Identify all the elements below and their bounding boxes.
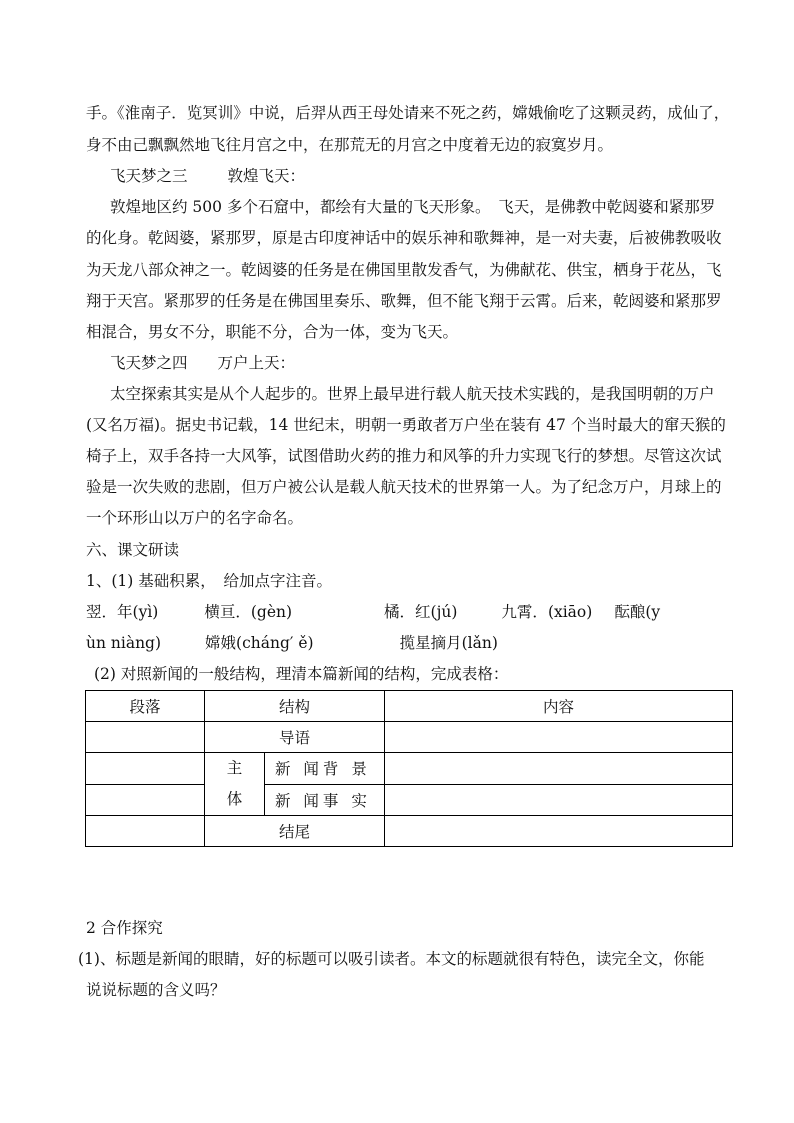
heading-title: 敦煌飞天：: [227, 167, 306, 185]
header-cell: 内容: [385, 691, 733, 722]
section-heading: [110, 166, 305, 186]
answer-cell[interactable]: [86, 784, 205, 816]
table-row: [86, 691, 733, 722]
pinyin-item: 九霄．(xiāo): [501, 603, 593, 621]
body-label: 体: [226, 790, 243, 808]
pinyin-item: 橘．红(jú): [384, 603, 458, 621]
answer-cell[interactable]: [86, 816, 205, 847]
text-line: 相混合，男女不分，职能不分，合为一体，变为飞天。: [86, 323, 459, 341]
structure-table: [85, 690, 733, 847]
header-cell: 结构: [205, 691, 385, 722]
heading-title: 万户上天：: [217, 354, 296, 372]
question: 1、(1) 基础积累， 给加点字注音。: [86, 572, 332, 590]
answer-cell[interactable]: [86, 722, 205, 753]
pinyin-item: 酝酿(y: [614, 603, 661, 621]
question: (2) 对照新闻的一般结构，理清本篇新闻的结构，完成表格：: [94, 665, 509, 683]
text-line: 的化身。乾闼婆，紧那罗，原是古印度神话中的娱乐神和歌舞神，是一对夫妻，后被佛教吸收: [86, 229, 722, 247]
table-cell: 新 闻事 实: [265, 784, 385, 816]
section-title: 2 合作探究: [86, 919, 163, 937]
table-cell: 新 闻背 景: [265, 753, 385, 785]
pinyin-item: 嫦娥(cháng′ ě): [205, 634, 314, 652]
pinyin-item: 揽星摘月(lǎn): [399, 634, 498, 652]
text-line: 验是一次失败的悲剧，但万户被公认是载人航天技术的世界第一人。为了纪念万户，月球上的: [86, 478, 722, 496]
pinyin-line: [86, 602, 660, 622]
text-line: (又名万福)。据史书记载，14 世纪末，明朝一勇敢者万户坐在装有 47 个当时最大的窜天猴的: [86, 416, 726, 434]
table-row: [86, 784, 733, 816]
answer-cell[interactable]: [86, 753, 205, 785]
text-line: 身不由己飘飘然地飞往月宫之中，在那荒无的月宫之中度着无边的寂寞岁月。: [86, 136, 614, 154]
answer-cell[interactable]: [385, 722, 733, 753]
question: 说说标题的含义吗？: [86, 981, 226, 999]
text-line: 翔于天宫。紧那罗的任务是在佛国里奏乐、歌舞，但不能飞翔于云霄。后来，乾闼婆和紧那罗: [86, 292, 722, 310]
pinyin-line: [86, 633, 498, 653]
text-line: 椅子上，双手各持一大风筝，试图借助火药的推力和风筝的升力实现飞行的梦想。尽管这次试: [86, 447, 722, 465]
answer-cell[interactable]: [385, 753, 733, 785]
text-line: 一个环形山以万户的名字命名。: [86, 509, 304, 527]
heading-number: 飞天梦之四: [110, 354, 188, 372]
section-heading: [110, 353, 295, 373]
pinyin-item: ùn niàng): [86, 634, 162, 652]
section-title: 六、课文研读: [86, 541, 180, 559]
pinyin-item: 翌．年(yì): [86, 603, 159, 621]
answer-cell[interactable]: [385, 816, 733, 847]
question: (1)、标题是新闻的眼睛，好的标题可以吸引读者。本文的标题就很有特色，读完全文，你能: [78, 950, 705, 968]
table-row: [86, 816, 733, 847]
table-cell: [205, 753, 265, 816]
text-line: 手。《淮南子．览冥训》中说，后羿从西王母处请来不死之药，嫦娥偷吃了这颗灵药，成仙了，: [86, 104, 730, 122]
body-label: 主: [226, 759, 243, 777]
heading-number: 飞天梦之三: [110, 167, 188, 185]
table-row: [86, 753, 733, 785]
text-line: 为天龙八部众神之一。乾闼婆的任务是在佛国里散发香气，为佛献花、供宝，栖身于花丛，飞: [86, 261, 722, 279]
table-cell: 导语: [205, 722, 385, 753]
text-line: 敦煌地区约 500 多个石窟中，都绘有大量的飞天形象。 飞天，是佛教中乾闼婆和紧那罗: [110, 198, 716, 216]
text-line: 太空探索其实是从个人起步的。世界上最早进行载人航天技术实践的，是我国明朝的万户: [110, 385, 715, 403]
table-row: [86, 722, 733, 753]
pinyin-item: 横亘．(gèn): [204, 603, 293, 621]
header-cell: 段落: [86, 691, 205, 722]
table-cell: 结尾: [205, 816, 385, 847]
answer-cell[interactable]: [385, 784, 733, 816]
